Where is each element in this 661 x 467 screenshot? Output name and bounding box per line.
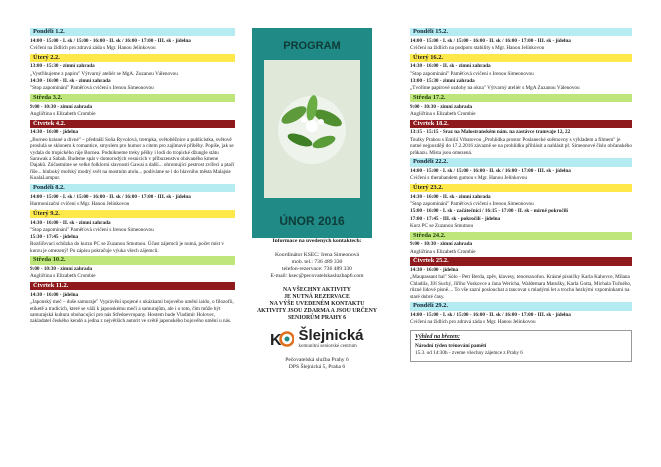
event-line: 9:00 - 10:30 - zimní zahrada: [410, 103, 473, 110]
day-block: [410, 257, 632, 300]
event-line: 14:30 - 16:00 - II. sk - zimní zahrada: [30, 219, 111, 226]
mobile: mob. tel.: 736 489 330: [291, 259, 343, 265]
event-line: 15:30 - 17:45 - jídelna: [30, 233, 79, 240]
day-header: Úterý 2.2.: [30, 54, 235, 62]
cover-image: [252, 28, 372, 238]
day-block: [30, 120, 235, 182]
outlook-line: 15.3. od 14:30h - zveme všechny zájemce z Prahy 6: [415, 350, 523, 357]
cover-month: ÚNOR 2016: [279, 214, 345, 228]
event-line: Harmonizační cvičení s Mgr. Hanou Jelínkovou: [30, 200, 130, 207]
event-line: Angličtina s Elizabeth Crombie: [30, 110, 96, 117]
outlook-line: Národní týden trénování paměti: [415, 343, 487, 350]
event-line: 13:15 - 15:15 - Sraz na Malostranském nám. na zastávce tramvaje 12, 22: [410, 129, 571, 136]
event-line: "Stop zapomínání" Paměťová cvičení s Irenou Simeonovou: [410, 70, 534, 77]
event-line: 14:00 - 15:00 - I. sk / 15:00 - 16:00 - II. sk / 16:00 - 17:00 - III. sk - jídelna: [30, 37, 191, 44]
event-line: 9:00 - 10:30 - zimní zahrada: [30, 266, 93, 273]
event-line: "Stop zapomínání" Paměťová cvičení s Irenou Simeonovou: [30, 226, 154, 233]
day-block: [410, 158, 632, 181]
day-header: Úterý 9.2.: [30, 210, 235, 218]
notice-5: SENIORŮM PRAHY 6: [287, 315, 347, 321]
day-header: Čtvrtek 4.2.: [30, 120, 235, 128]
event-line: Rozšiřovací schůzka do kurzu PC se Zuzanou Smutnou. Účast zájemců je nutná, počet míst v kurzu je omezený! Po zápisu pokračuje výuka všech zájemců.: [30, 241, 224, 254]
day-block: [410, 184, 632, 229]
phone-reservation: telefon-rezervace: 736 489 330: [282, 266, 352, 272]
coordinator: Koordinátor KSEC: Irena Simeonová: [274, 252, 360, 258]
day-header: Středa 24.2.: [410, 232, 632, 240]
logo: [252, 328, 382, 350]
snowy-leaves-photo: [264, 60, 360, 198]
event-line: 14:30 - 16:00 - jídelna: [30, 129, 79, 136]
event-line: "Stop zapomínání" Paměťová cvičení s Irenou Simeonovou: [30, 85, 154, 92]
logo-mark-icon: [270, 329, 294, 349]
day-header: Úterý 23.2.: [410, 184, 632, 192]
day-block: [30, 256, 235, 279]
event-line: Angličtina s Elizabeth Crombie: [30, 273, 96, 280]
right-column: [410, 28, 632, 362]
day-block: [30, 54, 235, 92]
day-block: [30, 94, 235, 117]
day-header: Pondělí 22.2.: [410, 158, 632, 166]
day-header: Úterý 16.2.: [410, 54, 632, 62]
address-line-1: Pečovatelská služba Prahy 6: [285, 357, 349, 363]
event-line: Cvičení na židlích pro zdravá záda s Mgr. Hanou Jelínkovou: [410, 319, 536, 326]
event-line: 9:00 - 10:30 - zimní zahrada: [30, 103, 93, 110]
logo-name: Šlejnická: [298, 327, 364, 344]
day-block: [410, 28, 632, 51]
event-line: 14:30 - 16:00 - II. sk - zimní zahrada: [410, 63, 491, 70]
day-header: Čtvrtek 18.2.: [410, 120, 632, 128]
info-heading: Informace na uvedených kontaktech:: [272, 238, 362, 244]
event-line: 17:00 - 17:45 - III. sk - pokročilí - jídelna: [410, 215, 501, 222]
event-line: „Japonský meč – duše samuraje" Vyprávění spojené s ukázkami bojového umění iaido, o filozofii, etiketě a tradicích, které se váží k japonskému meči a samurajům, ale i o tom, čím může být samurajská kultura obohacující pro nás Středoevropany. Hostem bude Vladimír Holovec, zakladatel českého kendó a jedna z největších autorit ve světě japonského bojového umění u nás.: [30, 299, 234, 325]
notice-4: AKTIVITY JSOU ZDARMA A JSOU URČENY: [256, 308, 378, 314]
event-line: „Borneo krásné a divné" – přednáší Soňa Ryvolová, trempka, světoběžnice a publicistka, světově proslulá se sklonem k romantice, smyslem pro humor a citem pro zajímavé příběhy. Popíše, jak se vydala do tropického ráje Bornea. Podnikneme treky pěšky i lodí do tropické džungle státu Sarawak a Sabah. Budeme spát v domorodých vesnicích v příbuzenstvu obávaného kmene Dajaků. Zúčastníme se velké folklorní slavnosti Gawai a další... ohromující pestrost zvířecí a ptačí říše... hluboký mořský modrý svět na mostním atolu... podíváme se i do hlavního města Malajsie KualaLumpur.: [30, 136, 235, 182]
event-line: „Maupassant bal" Sólo - Petr Berda, zpěv, klavesy, tenorsaxofon. Krásné písničky Karla Kahovce, Milana Chladila, Jiří Suchý, Jiřího Voskovce a Jana Wericha, Waldemara Matušky, Karla Gotta, Michala Tučného, různé lidové písně.... To vše zazní poslouchat a tancovat s mladými let a trochu hezkými vzpomínkami na staré dobré časy.: [410, 274, 632, 300]
day-header: Čtvrtek 11.2.: [30, 282, 235, 290]
day-block: [30, 282, 235, 325]
event-line: „Vystřihujeme z papíru" Výtvarný ateliér se MgA. Zuzanou Válenovou: [30, 70, 178, 77]
day-block: [410, 54, 632, 92]
event-line: 14:00 - 15:00 - I. sk / 15:00 - 16:00 - II. sk / 16:00 - 17:00 - III. sk - jídelna: [410, 312, 571, 319]
event-line: 13:00 - 15:30 - zimní zahrada: [410, 77, 475, 84]
day-block: [410, 302, 632, 325]
cover-panel: [252, 28, 372, 238]
day-block: [30, 184, 235, 207]
event-line: Angličtina s Elizabeth Crombie: [410, 248, 476, 255]
contact-info: [252, 238, 382, 371]
event-line: Angličtina s Elizabeth Crombie: [410, 110, 476, 117]
event-line: „Tvoříme papírové ozdoby na okna" Výtvarný ateliér s MgA Zuzanou Válenovou: [410, 85, 580, 92]
event-line: Kurz PC se Zuzanou Smutnou: [410, 222, 474, 229]
day-header: Pondělí 15.2.: [410, 28, 632, 36]
event-line: Toulky Prahou s Emilií Vrbatovou „Prohlídka prostor Poslanecké sněmovny s výkladem a filmem" je nutné nejpozději do 17.2.2016 závazně se na prohlídku přihlásit a nahlásit př. Simeonové číslo občanského průkazu. Místa jsou omezená.: [410, 136, 632, 156]
day-header: Pondělí 1.2.: [30, 28, 235, 36]
outlook-box: [410, 330, 632, 362]
day-header: Pondělí 29.2.: [410, 302, 632, 310]
event-line: Cvičení na židlích na podporu stability s Mgr. Hanou Jelínkovou: [410, 44, 545, 51]
event-line: 14:00 - 15:00 - I. sk / 15:00 - 16:00 - II. sk / 16:00 - 17:00 - III. sk - jídelna: [410, 37, 571, 44]
notice-3: NA VÝŠE UVEDENÉM KONTAKTU: [269, 301, 365, 307]
day-header: Středa 3.2.: [30, 94, 235, 102]
event-line: 14:00 - 15:00 - I. sk / 15:00 - 16:00 - II. sk / 16:00 - 17:00 - III. sk - jídelna: [410, 168, 571, 175]
event-line: Cvičení na židlích pro zdravá záda s Mgr. Hanou Jelínkovou: [30, 44, 156, 51]
day-block: [410, 94, 632, 117]
event-line: 14:30 - 16:00 - II. sk - zimní zahrada: [30, 77, 111, 84]
event-line: "Stop zapomínání" Paměťová cvičení s Irenou Simeonovou: [410, 201, 534, 208]
event-line: 14:30 - 16:00 - II. sk - zimní zahrada: [410, 193, 491, 200]
email: E-mail: ksec@pecovatelskasluzbap6.com: [270, 273, 364, 279]
day-header: Středa 17.2.: [410, 94, 632, 102]
day-block: [30, 28, 235, 51]
event-line: 14:30 - 16:00 - jídelna: [30, 291, 79, 298]
day-header: Čtvrtek 25.2.: [410, 257, 632, 265]
event-line: 15:00 - 16:00 - I. sk - začátečníci / 16:15 - 17:00 - II. sk - mírně pokročilí: [410, 208, 568, 215]
left-column: [30, 28, 235, 327]
event-line: 14:30 - 16:00 - jídelna: [410, 267, 459, 274]
event-line: 9:00 - 10:30 - zimní zahrada: [410, 241, 473, 248]
notice-1: NA VŠECHNY AKTIVITY: [283, 287, 351, 293]
svg-text:K: K: [270, 332, 283, 349]
cover-title: PROGRAM: [283, 40, 341, 52]
event-line: 13:00 - 15:30 - zimní zahrada: [30, 63, 95, 70]
day-block: [410, 232, 632, 255]
event-line: 14:00 - 15:00 - I. sk / 15:00 - 16:00 - II. sk / 16:00 - 17:00 - III. sk - jídelna: [30, 193, 191, 200]
day-header: Středa 10.2.: [30, 256, 235, 264]
event-line: Cvičení s therabandem gumou s Mgr. Hanou Jelínkovou: [410, 175, 527, 182]
notice-2: JE NUTNÁ REZERVACE: [284, 294, 350, 300]
outlook-heading: Výhled na březen:: [415, 333, 460, 340]
address-line-2: DPS Šlejnická 5, Praha 6: [288, 364, 346, 370]
logo-subtitle: komunitní seniorské centrum: [298, 344, 357, 349]
day-block: [410, 120, 632, 156]
day-header: Pondělí 8.2.: [30, 184, 235, 192]
day-block: [30, 210, 235, 254]
